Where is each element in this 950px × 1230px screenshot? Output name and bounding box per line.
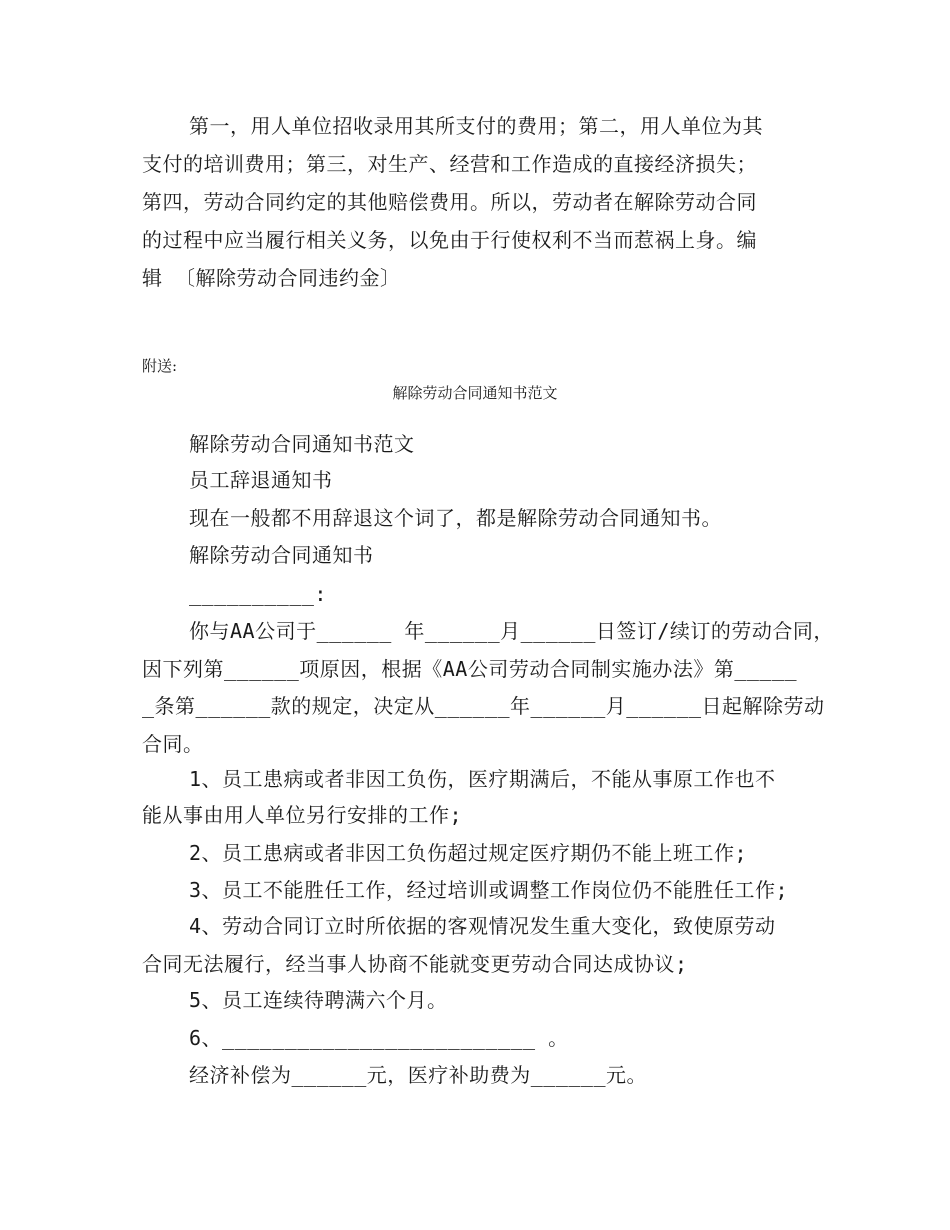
intro-line-1: 第一，用人单位招收录用其所支付的费用；第二，用人单位为其 [189, 114, 763, 138]
compensation-line: 经济补偿为______元，医疗补助费为______元。 [189, 1063, 647, 1087]
reason-line-3: 2、员工患病或者非因工负伤超过规定医疗期仍不能上班工作; [189, 841, 748, 865]
intro-line-5: 辑 〔解除劳动合同违约金〕 [142, 266, 401, 290]
intro-line-2: 支付的培训费用；第三，对生产、经营和工作造成的直接经济损失； [142, 152, 757, 176]
appendix-title: 解除劳动合同通知书范文 [392, 384, 558, 402]
appendix-label: 附送: [142, 357, 178, 375]
notice-heading-1: 解除劳动合同通知书范文 [189, 432, 415, 456]
reason-line-7: 5、员工连续待聘满六个月。 [189, 988, 448, 1012]
notice-body-line-4: 合同。 [142, 732, 204, 756]
reason-line-5: 4、劳动合同订立时所依据的客观情况发生重大变化，致使原劳动 [189, 914, 776, 938]
reason-line-6: 合同无法履行，经当事人协商不能就变更劳动合同达成协议; [142, 952, 688, 976]
reason-line-2: 能从事由用人单位另行安排的工作; [142, 803, 463, 827]
notice-heading-3: 解除劳动合同通知书 [189, 543, 374, 567]
reason-line-8: 6、_________________________ 。 [189, 1026, 569, 1050]
notice-heading-2: 员工辞退通知书 [189, 468, 333, 492]
notice-body-line-3: _条第______款的规定，决定从______年______月______日起解除劳动 [142, 694, 825, 718]
reason-line-4: 3、员工不能胜任工作，经过培训或调整工作岗位仍不能胜任工作; [189, 878, 789, 902]
reason-line-1: 1、员工患病或者非因工负伤，医疗期满后，不能从事原工作也不 [189, 767, 776, 791]
intro-line-4: 的过程中应当履行相关义务，以免由于行使权利不当而惹祸上身。编 [142, 228, 757, 252]
notice-addressee: __________: [189, 582, 327, 606]
notice-intro-sentence: 现在一般都不用辞退这个词了，都是解除劳动合同通知书。 [189, 506, 722, 530]
intro-line-3: 第四，劳动合同约定的其他赔偿费用。所以，劳动者在解除劳动合同 [142, 190, 757, 214]
notice-body-line-1: 你与AA公司于______ 年______月______日签订/续订的劳动合同， [189, 619, 834, 643]
notice-body-line-2: 因下列第______项原因，根据《AA公司劳动合同制实施办法》第_____ [142, 657, 798, 681]
